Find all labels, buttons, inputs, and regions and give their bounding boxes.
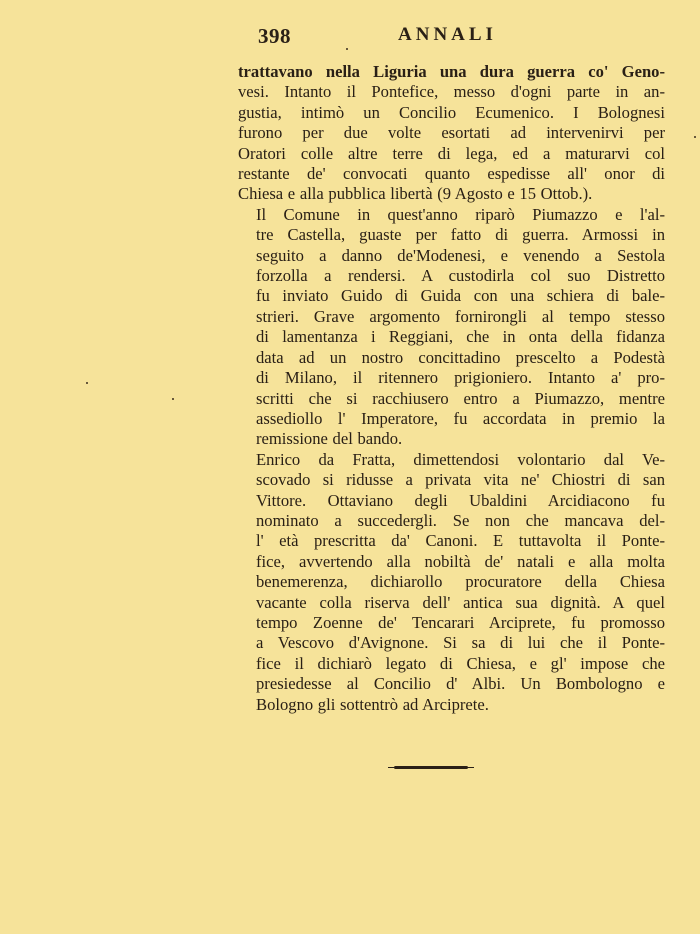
running-title: ANNALI: [398, 24, 497, 45]
paragraph: [238, 205, 665, 450]
text-line: a Vescovo d'Avignone. Si sa di lui che il Ponte-: [256, 633, 665, 653]
page-number: 398: [258, 24, 291, 48]
page-header: [240, 24, 664, 52]
text-line: vacante colla riserva dell' antica sua dignità. A quel: [256, 592, 665, 612]
body-text: [238, 62, 665, 715]
text-line: remissione del bando.: [256, 429, 403, 449]
text-line: trattavano nella Liguria una dura guerra co' Geno-: [238, 62, 665, 81]
text-line: l' età prescritta da' Canoni. E tuttavolta il Ponte-: [256, 531, 665, 551]
text-line: tre Castella, guaste per fatto di guerra. Armossi in: [256, 225, 665, 245]
text-line: fice, avvertendo alla nobiltà de' natali e alla molta: [256, 551, 665, 571]
text-line: gustia, intimò un Concilio Ecumenico. I Bolognesi: [238, 102, 665, 122]
text-line: data ad un nostro concittadino prescelto a Podestà: [256, 347, 665, 367]
ink-speck: [346, 48, 348, 50]
ink-speck: [172, 398, 174, 400]
text-line: forzolla a rendersi. A custodirla col suo Distretto: [256, 266, 665, 286]
text-line: scritti che si racchiusero entro a Piumazzo, mentre: [256, 388, 665, 408]
text-line: strieri. Grave argomento fornirongli al tempo stesso: [256, 306, 665, 326]
text-line: vesi. Intanto il Pontefice, messo d'ogni parte in an-: [238, 82, 665, 102]
text-line: furono per due volte esortati ad intervenirvi per: [238, 123, 665, 143]
text-line: restante de' convocati quanto espedisse all' onor di: [238, 164, 665, 184]
text-line: presiedesse al Concilio d' Albi. Un Bombologno e: [256, 674, 665, 694]
end-rule: [394, 766, 468, 769]
ink-speck: [86, 382, 88, 384]
ink-speck: [694, 136, 696, 138]
text-line: Bologno gli sottentrò ad Arciprete.: [256, 694, 489, 714]
text-line: fice il dichiarò legato di Chiesa, e gl' impose che: [256, 653, 665, 673]
text-line: seguito a danno de'Modenesi, e venendo a Sestola: [256, 245, 665, 265]
text-line: nominato a succedergli. Se non che mancava del-: [256, 510, 665, 530]
text-line: scovado si ridusse a privata vita ne' Chiostri di san: [256, 470, 665, 490]
text-line: assediollo l' Imperatore, fu accordata in premio la: [256, 408, 665, 428]
text-line: tempo Zoenne de' Tencarari Arciprete, fu promosso: [256, 612, 665, 632]
text-line: Oratori colle altre terre di lega, ed a maturarvi col: [238, 143, 665, 163]
text-line: di Milano, il ritennero prigioniero. Intanto a' pro-: [256, 368, 665, 388]
text-line: Il Comune in quest'anno riparò Piumazzo e l'al-: [256, 204, 665, 224]
paragraph: [238, 450, 665, 715]
text-line: fu inviato Guido di Guida con una schiera di bale-: [256, 286, 665, 306]
text-line: Chiesa e alla pubblica libertà (9 Agosto e 15 Ottob.).: [238, 184, 593, 204]
text-line: di lamentanza i Reggiani, che in onta della fidanza: [256, 327, 665, 347]
text-line: Vittore. Ottaviano degli Ubaldini Arcidiacono fu: [256, 490, 665, 510]
text-line: benemerenza, dichiarollo procuratore della Chiesa: [256, 572, 665, 592]
text-line: Enrico da Fratta, dimettendosi volontario dal Ve-: [256, 449, 665, 469]
paragraph: [238, 62, 665, 205]
